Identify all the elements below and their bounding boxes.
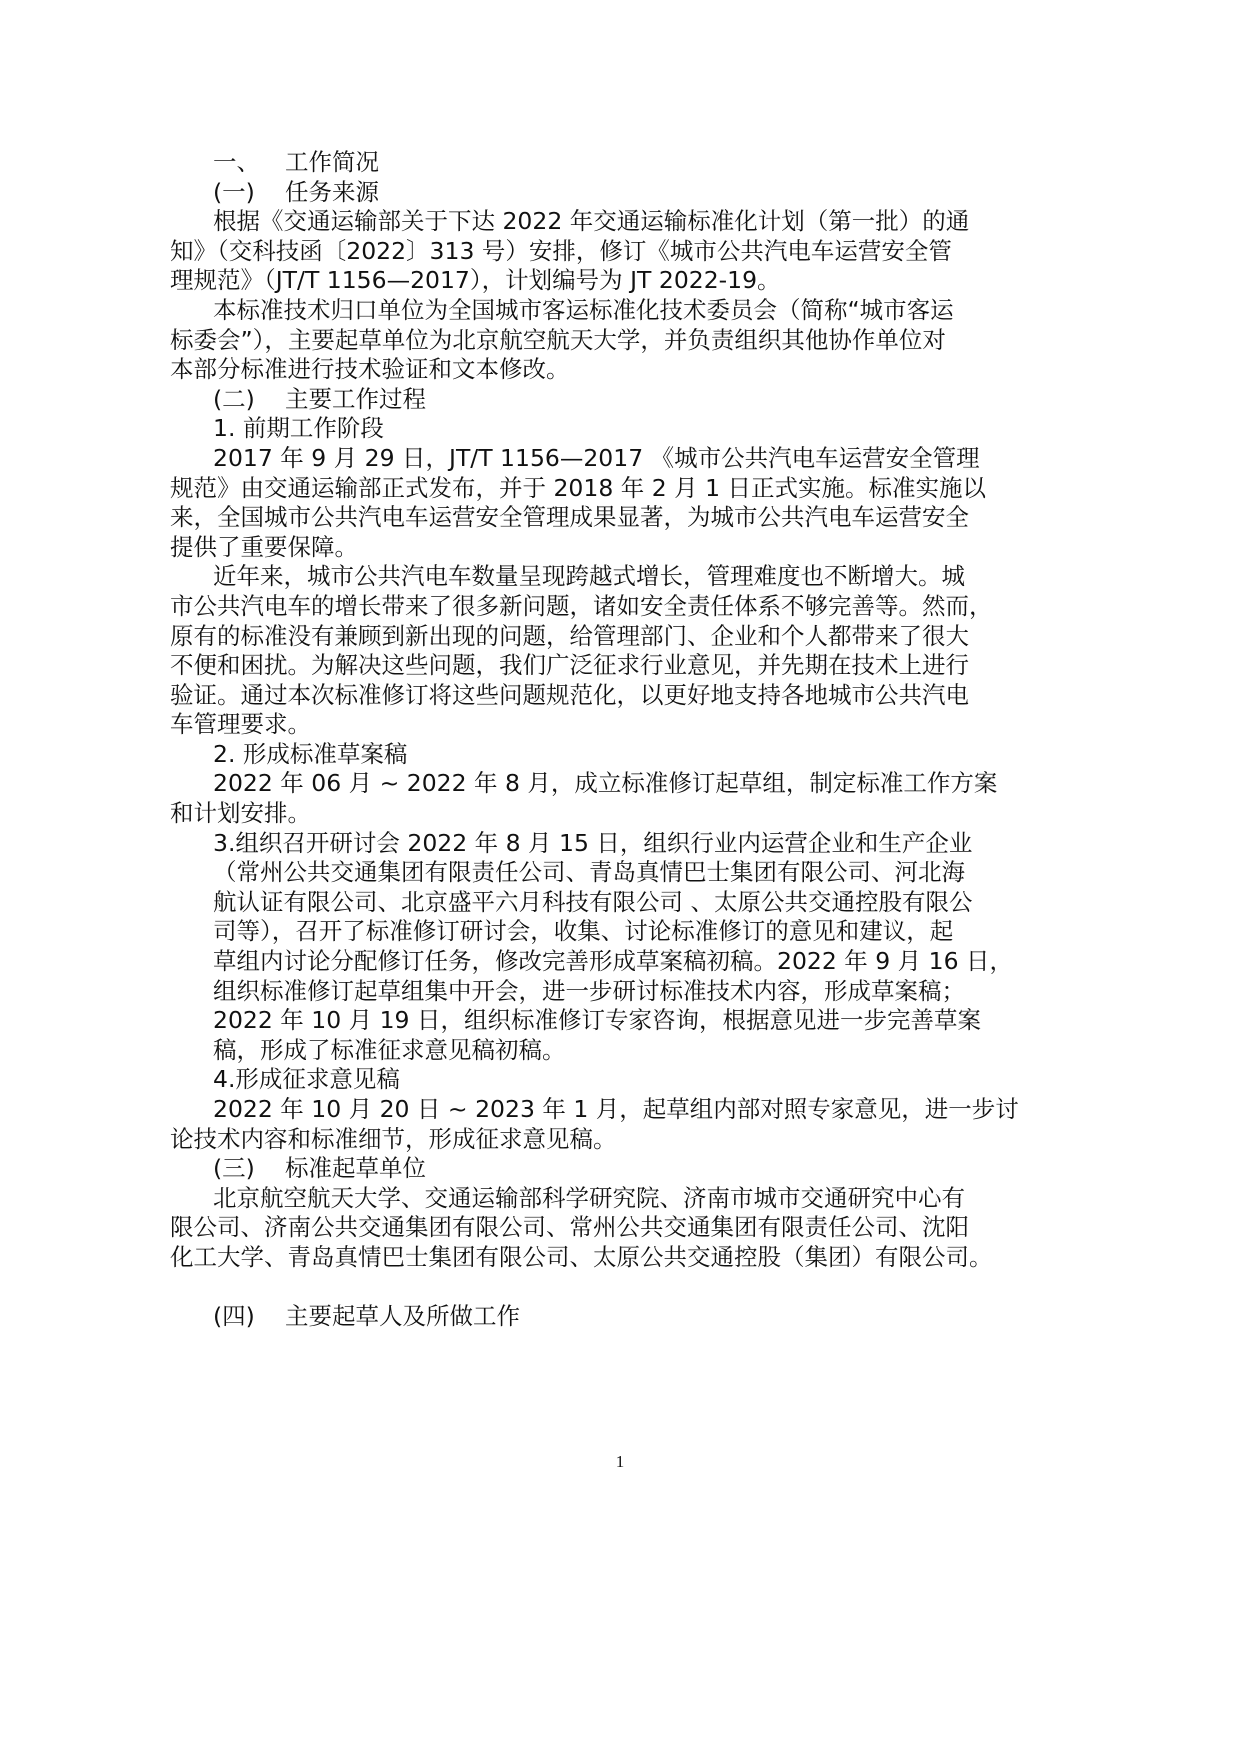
- text-line: 2022 年 10 月 19 日，组织标准修订专家咨询，根据意见进一步完善草案: [213, 1006, 981, 1035]
- text-line: 3.组织召开研讨会 2022 年 8 月 15 日，组织行业内运营企业和生产企业: [213, 828, 973, 857]
- text-line: 原有的标准没有兼顾到新出现的问题，给管理部门、企业和个人都带来了很大: [170, 621, 969, 650]
- text-line: 2022 年 06 月 ~ 2022 年 8 月，成立标准修订起草组，制定标准工作方案: [213, 769, 998, 798]
- blank-line: [170, 1273, 950, 1303]
- heading-title: 主要工作过程: [285, 384, 426, 413]
- text-line: （常州公共交通集团有限责任公司、青岛真情巴士集团有限公司、河北海: [213, 858, 965, 887]
- section-heading: [170, 1154, 950, 1184]
- text-line: 本部分标准进行技术验证和文本修改。: [170, 355, 570, 384]
- text-line: 验证。通过本次标准修订将这些问题规范化，以更好地支持各地城市公共汽电: [170, 680, 969, 709]
- text-line: 市公共汽电车的增长带来了很多新问题，诸如安全责任体系不够完善等。然而，: [170, 591, 993, 620]
- heading-number: (三): [213, 1154, 255, 1183]
- text-line: 知》（交科技函〔2022〕313 号）安排，修订《城市公共汽电车运营安全管: [170, 236, 952, 265]
- text-line: 1. 前期工作阶段: [213, 414, 384, 443]
- heading-title: 任务来源: [285, 177, 379, 206]
- section-heading: [170, 1302, 950, 1332]
- heading-title: 主要起草人及所做工作: [285, 1302, 520, 1331]
- text-line: 组织标准修订起草组集中开会，进一步研讨标准技术内容，形成草案稿；: [213, 976, 965, 1005]
- text-line: 草组内讨论分配修订任务，修改完善形成草案稿初稿。2022 年 9 月 16 日，: [213, 947, 1014, 976]
- text-line: 和计划安排。: [170, 799, 311, 828]
- text-line: 不便和困扰。为解决这些问题，我们广泛征求行业意见，并先期在技术上进行: [170, 651, 969, 680]
- page-number: 1: [615, 1452, 625, 1471]
- text-line: 2. 形成标准草案稿: [213, 739, 408, 768]
- text-line: 本标准技术归口单位为全国城市客运标准化技术委员会（简称“城市客运: [213, 295, 954, 324]
- heading-number: (四): [213, 1302, 255, 1331]
- text-line: 理规范》（JT/T 1156—2017），计划编号为 JT 2022-19。: [170, 266, 781, 295]
- text-line: 来，全国城市公共汽电车运营安全管理成果显著，为城市公共汽电车运营安全: [170, 503, 969, 532]
- section-heading: [170, 385, 950, 415]
- heading-title: 工作简况: [285, 148, 379, 176]
- document-body: [170, 148, 1019, 1332]
- section-heading: [170, 148, 950, 178]
- text-line: 标委会”），主要起草单位为北京航空航天大学，并负责组织其他协作单位对: [170, 325, 946, 354]
- text-line: 稿，形成了标准征求意见稿初稿。: [213, 1035, 566, 1064]
- section-heading: [170, 178, 950, 208]
- text-line: 北京航空航天大学、交通运输部科学研究院、济南市城市交通研究中心有: [213, 1183, 965, 1212]
- text-line: 规范》由交通运输部正式发布，并于 2018 年 2 月 1 日正式实施。标准实施以: [170, 473, 987, 502]
- text-line: 近年来，城市公共汽电车数量呈现跨越式增长，管理难度也不断增大。城: [213, 562, 965, 591]
- text-line: 4.形成征求意见稿: [213, 1065, 400, 1094]
- text-line: 限公司、济南公共交通集团有限公司、常州公共交通集团有限责任公司、沈阳: [170, 1213, 969, 1242]
- text-line: 化工大学、青岛真情巴士集团有限公司、太原公共交通控股（集团）有限公司。: [170, 1242, 993, 1271]
- text-line: 2022 年 10 月 20 日 ~ 2023 年 1 月，起草组内部对照专家意见，进一步讨: [213, 1095, 1019, 1123]
- heading-number: (二): [213, 384, 255, 413]
- text-line: 车管理要求。: [170, 710, 311, 739]
- text-line: 根据《交通运输部关于下达 2022 年交通运输标准化计划（第一批）的通: [213, 207, 970, 236]
- text-line: 提供了重要保障。: [170, 532, 358, 561]
- heading-number: 一、: [213, 148, 260, 176]
- heading-title: 标准起草单位: [285, 1154, 426, 1183]
- text-line: 2017 年 9 月 29 日，JT/T 1156—2017 《城市公共汽电车运营安全管理: [213, 443, 980, 472]
- text-line: 论技术内容和标准细节，形成征求意见稿。: [170, 1124, 617, 1153]
- text-line: 航认证有限公司、北京盛平六月科技有限公司 、太原公共交通控股有限公: [213, 887, 973, 916]
- text-line: 司等），召开了标准修订研讨会，收集、讨论标准修订的意见和建议，起: [213, 917, 954, 946]
- heading-number: (一): [213, 177, 255, 206]
